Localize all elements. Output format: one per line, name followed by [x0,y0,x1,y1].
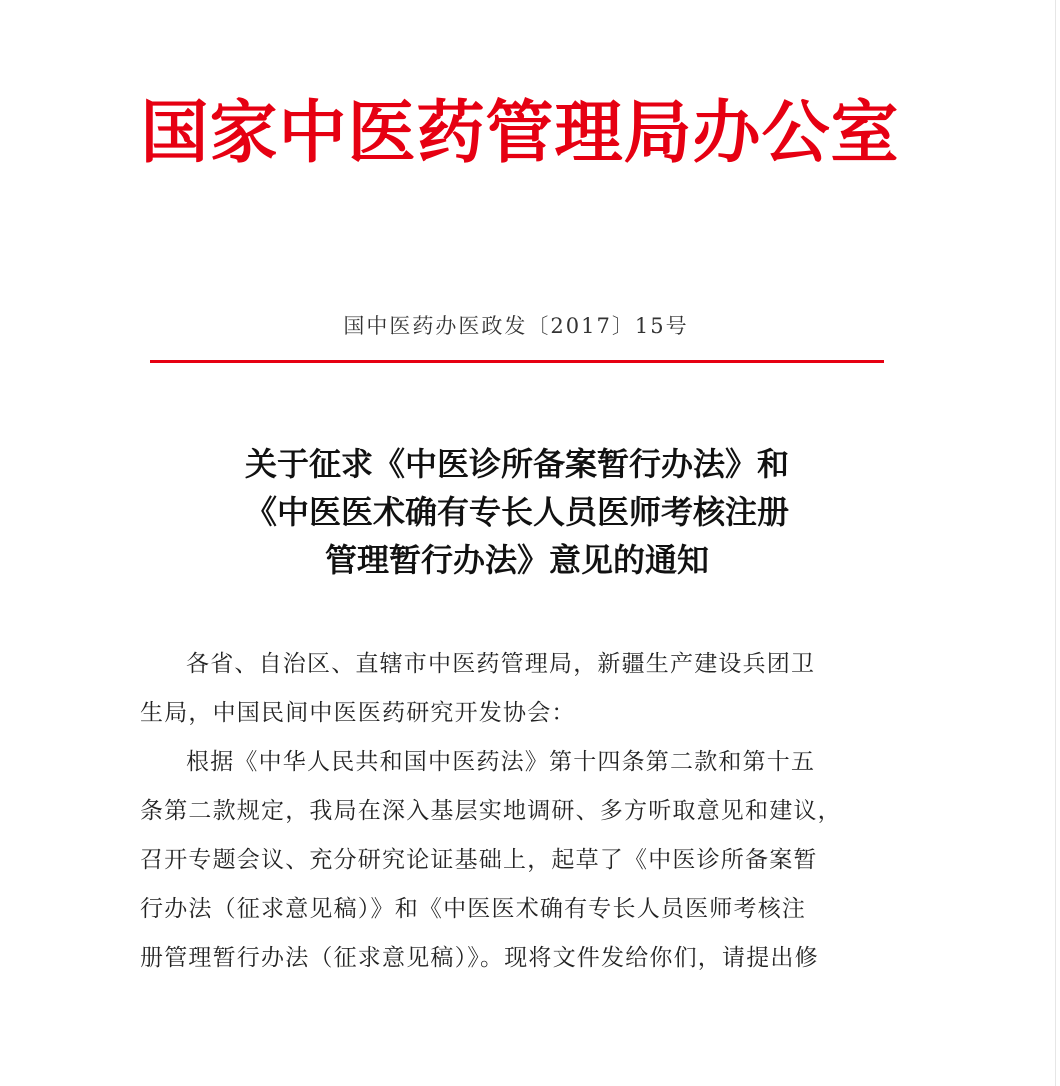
title-line-3: 管理暂行办法》意见的通知 [324,541,709,579]
body-line-6: 行办法（征求意见稿）》和《中医医术确有专长人员医师考核注 [140,896,807,922]
red-divider-rule [150,360,884,363]
title-line-1: 关于征求《中医诊所备案暂行办法》和 [244,445,789,483]
page-edge-divider [1055,0,1056,1086]
issuer-header: 国家中医药管理局办公室 [140,93,900,173]
body-line-1: 各省、自治区、直辖市中医药管理局，新疆生产建设兵团卫 [186,651,816,677]
title-line-2: 《中医医术确有专长人员医师考核注册 [244,493,789,531]
body-line-7: 册管理暂行办法（征求意见稿）》。现将文件发给你们，请提出修 [140,945,819,971]
document-number: 国中医药办医政发〔2017〕15号 [343,314,689,338]
notice-body [140,640,880,983]
body-line-4: 条第二款规定，我局在深入基层实地调研、多方听取意见和建议， [140,798,842,824]
notice-title [150,440,884,584]
body-line-5: 召开专题会议、充分研究论证基础上，起草了《中医诊所备案暂 [140,847,818,873]
body-line-3: 根据《中华人民共和国中医药法》第十四条第二款和第十五 [186,749,816,775]
body-line-2: 生局，中国民间中医医药研究开发协会： [140,700,576,726]
